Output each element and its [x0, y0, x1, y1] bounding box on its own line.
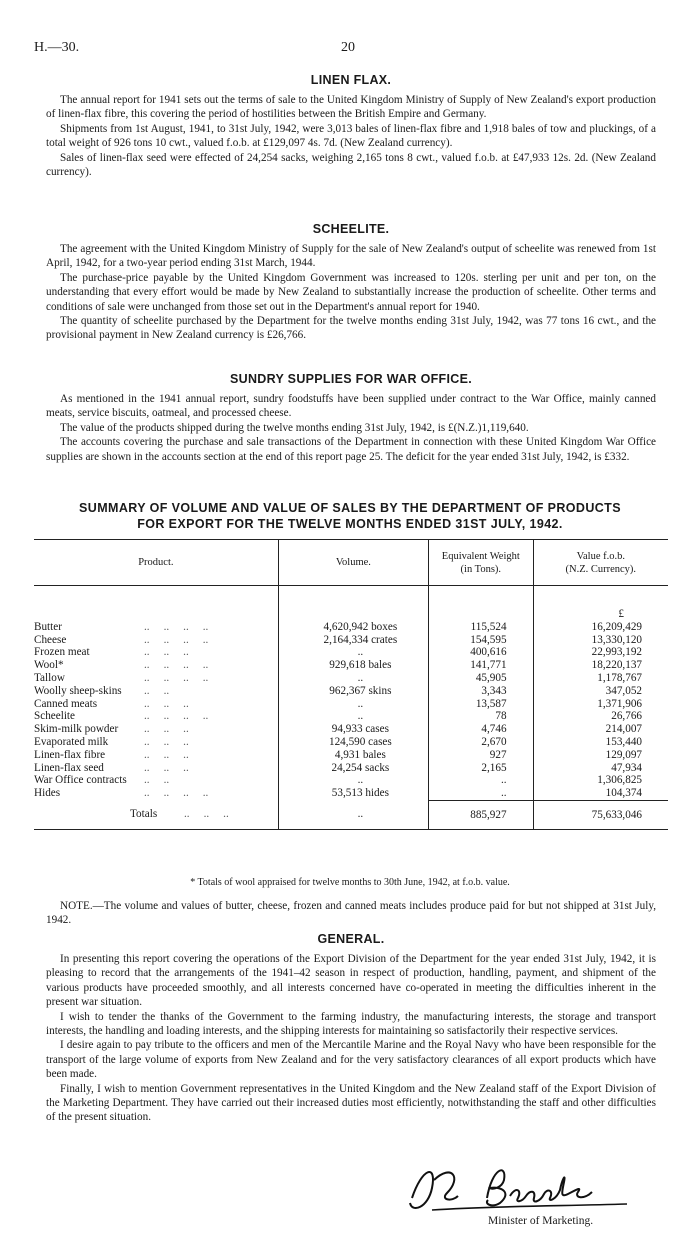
page-number: 20 — [341, 40, 355, 55]
leader-dots: .. .. .. — [144, 697, 189, 710]
table-row — [34, 762, 668, 775]
value-cell: 1,178,767 — [533, 672, 668, 685]
volume-cell: 929,618 bales — [278, 659, 428, 672]
product-cell — [34, 634, 278, 647]
product-cell — [34, 749, 278, 762]
table-row — [34, 774, 668, 787]
value-cell: 1,371,906 — [533, 698, 668, 711]
product-name: Cheese — [34, 633, 67, 646]
leader-dots: .. .. .. .. — [144, 710, 209, 723]
weight-cell: .. — [429, 787, 534, 800]
weight-cell: 3,343 — [429, 685, 534, 698]
value-cell: 18,220,137 — [533, 659, 668, 672]
value-cell: 153,440 — [533, 736, 668, 749]
table-row — [34, 749, 668, 762]
value-header-line1: Value f.o.b. — [576, 550, 625, 562]
leader-dots: .. .. .. — [184, 808, 229, 821]
value-cell: 16,209,429 — [533, 621, 668, 634]
volume-cell: 4,931 bales — [278, 749, 428, 762]
table-row — [34, 787, 668, 800]
table-footnote: * Totals of wool appraised for twelve months to 30th June, 1942, at f.o.b. value. — [190, 877, 510, 888]
handwritten-signature — [392, 1158, 632, 1218]
volume-cell: 53,513 hides — [278, 787, 428, 800]
volume-cell: 94,933 cases — [278, 723, 428, 736]
paragraph: The accounts covering the purchase and sale transactions of the Department in connection with these United Kingdom War Office supplies are shown in the accounts section at the end of this report page 25. The deficit for the year ended 31st July, 1942, is £332. — [46, 436, 656, 463]
product-name: Canned meats — [34, 697, 98, 710]
product-cell — [34, 710, 278, 723]
section-sundry-supplies — [46, 372, 656, 464]
note-text: NOTE.—The volume and values of butter, cheese, frozen and canned meats includes produce paid for but not shipped at 31st July, 1942. — [46, 900, 656, 927]
totals-label-cell — [34, 800, 278, 829]
spacer-row — [34, 586, 668, 609]
volume-cell: .. — [278, 698, 428, 711]
leader-dots: .. .. — [144, 774, 170, 787]
table-row — [34, 736, 668, 749]
column-header-volume: Volume. — [278, 540, 428, 586]
product-name: Hides — [34, 787, 61, 800]
weight-cell: 927 — [429, 749, 534, 762]
weight-cell: 115,524 — [429, 621, 534, 634]
leader-dots: .. .. .. — [144, 761, 189, 774]
currency-row — [34, 608, 668, 621]
column-header-value — [533, 540, 668, 586]
column-header-product: Product. — [34, 540, 278, 586]
document-reference: H.—30. — [34, 40, 80, 55]
volume-cell: 124,590 cases — [278, 736, 428, 749]
product-cell — [34, 621, 278, 634]
leader-dots: .. .. .. — [144, 735, 189, 748]
section-heading: GENERAL. — [317, 932, 385, 946]
weight-cell: 78 — [429, 710, 534, 723]
paragraph: In presenting this report covering the operations of the Export Division of the Department for the year ended 31st July, 1942, it is pleasing to record that the arrangements of the 1941–42 season in respect of production, handling, payment, and shipment of the various products have proceeded smoothly, and all interests concerned have co-operated in meeting the difficulties inherent in the present war situation. — [46, 953, 656, 1009]
volume-cell: .. — [278, 710, 428, 723]
paragraph: Shipments from 1st August, 1941, to 31st July, 1942, were 3,013 bales of linen-flax fibre and 1,918 bales of tow and pluckings, of a total weight of 926 tons 10 cwt., valued f.o.b. at £129,097 4s. 7d. (New Zealand currency). — [46, 122, 656, 150]
value-cell: 22,993,192 — [533, 646, 668, 659]
weight-cell: 141,771 — [429, 659, 534, 672]
product-name: Skim-milk powder — [34, 723, 119, 736]
totals-value: 75,633,046 — [533, 800, 668, 829]
section-scheelite — [46, 222, 656, 343]
weight-cell: 13,587 — [429, 698, 534, 711]
table-row — [34, 634, 668, 647]
column-header-weight — [429, 540, 534, 586]
product-name: Woolly sheep-skins — [34, 684, 122, 697]
product-cell — [34, 698, 278, 711]
product-cell — [34, 787, 278, 800]
leader-dots: .. .. — [144, 684, 170, 697]
paragraph: The annual report for 1941 sets out the terms of sale to the United Kingdom Ministry of Supply of New Zealand's export production of linen-flax fibre, this covering the period of hostilities between the British Empire and Germany. — [46, 94, 656, 121]
product-name: Linen-flax seed — [34, 761, 104, 774]
paragraph: The agreement with the United Kingdom Ministry of Supply for the sale of New Zealand's output of scheelite was renewed from 1st April, 1942, for a two-year period ending 31st March, 1944. — [46, 243, 656, 270]
summary-title — [30, 500, 670, 532]
product-name: Linen-flax fibre — [34, 748, 106, 761]
product-cell — [34, 646, 278, 659]
section-heading: SCHEELITE. — [312, 222, 390, 236]
product-name: Scheelite — [34, 710, 76, 723]
weight-header-line2: (in Tons). — [460, 563, 502, 575]
paragraph: As mentioned in the 1941 annual report, sundry foodstuffs have been supplied under contract to the War Office, mainly canned meats, service biscuits, oatmeal, and processed cheese. — [46, 393, 656, 420]
value-cell: 26,766 — [533, 710, 668, 723]
product-name: Tallow — [34, 671, 65, 684]
product-cell — [34, 774, 278, 787]
weight-cell: 2,670 — [429, 736, 534, 749]
leader-dots: .. .. .. .. — [144, 659, 209, 672]
table-body — [34, 586, 668, 830]
product-cell — [34, 659, 278, 672]
leader-dots: .. .. .. .. — [144, 787, 209, 800]
table-row — [34, 723, 668, 736]
paragraph: I desire again to pay tribute to the officers and men of the Mercantile Marine and the Royal Navy who have been responsible for the transport of the large volume of exports from New Zealand and for the very satisfactory clearances of all export products which have been made. — [46, 1039, 656, 1081]
leader-dots: .. .. .. — [144, 723, 189, 736]
volume-cell: .. — [278, 672, 428, 685]
value-cell: 47,934 — [533, 762, 668, 775]
table-row — [34, 710, 668, 723]
weight-cell: 154,595 — [429, 634, 534, 647]
volume-cell: .. — [278, 774, 428, 787]
leader-dots: .. .. .. — [144, 646, 189, 659]
product-cell — [34, 723, 278, 736]
product-name: Frozen meat — [34, 646, 90, 659]
paragraph: The quantity of scheelite purchased by the Department for the twelve months ending 31st July, 1942, was 77 tons 16 cwt., and the provisional payment in New Zealand currency is £26,766. — [46, 315, 656, 342]
product-cell — [34, 762, 278, 775]
table-row — [34, 659, 668, 672]
section-heading: LINEN FLAX. — [310, 73, 392, 87]
totals-label: Totals — [130, 808, 158, 821]
product-cell — [34, 685, 278, 698]
product-name: Wool* — [34, 659, 64, 672]
signatory-title: Minister of Marketing. — [488, 1215, 594, 1227]
value-cell: 129,097 — [533, 749, 668, 762]
volume-cell: 2,164,334 crates — [278, 634, 428, 647]
value-cell: 1,306,825 — [533, 774, 668, 787]
totals-row — [34, 800, 668, 829]
paragraph: Sales of linen-flax seed were effected of 24,254 sacks, weighing 2,165 tons 8 cwt., valued f.o.b. at £47,933 12s. 2d. (New Zealand currency). — [46, 151, 656, 179]
weight-cell: 2,165 — [429, 762, 534, 775]
weight-cell: 45,905 — [429, 672, 534, 685]
weight-cell: 4,746 — [429, 723, 534, 736]
paragraph: Finally, I wish to mention Government representatives in the United Kingdom and the New Zealand staff of the Export Division of the Marketing Department. They have carried out their increased duties most efficiently, notwithstanding the staff and other difficulties of the present situation. — [46, 1082, 656, 1124]
value-header-line2: (N.Z. Currency). — [565, 563, 637, 575]
table-row — [34, 672, 668, 685]
product-cell — [34, 672, 278, 685]
weight-cell: .. — [429, 774, 534, 787]
value-cell: 104,374 — [533, 787, 668, 800]
totals-weight: 885,927 — [429, 800, 534, 829]
paragraph: I wish to tender the thanks of the Government to the farming industry, the manufacturing interests, the storage and transport interests, the handling and loading interests, and the shipping interests for maintaining so satisfactorily their respective services. — [46, 1010, 656, 1038]
section-linen-flax — [46, 73, 656, 179]
table-row — [34, 621, 668, 634]
volume-cell: 962,367 skins — [278, 685, 428, 698]
product-name: Butter — [34, 620, 62, 633]
weight-cell: 400,616 — [429, 646, 534, 659]
summary-title-line2: FOR EXPORT FOR THE TWELVE MONTHS ENDED 31ST JULY, 1942. — [137, 517, 563, 531]
product-cell — [34, 736, 278, 749]
table-row — [34, 646, 668, 659]
product-name: War Office contracts — [34, 774, 127, 787]
weight-header-line1: Equivalent Weight — [441, 550, 520, 562]
paragraph: The purchase-price payable by the United Kingdom Government was increased to 120s. sterling per unit and per ton, on the understanding that every effort would be made by New Zealand to substantially increase the production of scheelite. Other terms and conditions of sale were unchanged from those set out in the Department's annual report for 1940. — [46, 271, 656, 313]
table-note — [46, 899, 656, 928]
value-cell: 214,007 — [533, 723, 668, 736]
leader-dots: .. .. .. .. — [144, 620, 209, 633]
totals-volume: .. — [278, 800, 428, 829]
leader-dots: .. .. .. — [144, 748, 189, 761]
value-cell: 347,052 — [533, 685, 668, 698]
summary-title-line1: SUMMARY OF VOLUME AND VALUE OF SALES BY THE DEPARTMENT OF PRODUCTS — [79, 501, 621, 515]
section-heading: SUNDRY SUPPLIES FOR WAR OFFICE. — [230, 372, 472, 386]
value-cell: 13,330,120 — [533, 634, 668, 647]
product-name: Evaporated milk — [34, 735, 109, 748]
table-row — [34, 685, 668, 698]
volume-cell: 24,254 sacks — [278, 762, 428, 775]
table-row — [34, 698, 668, 711]
table-header-row — [34, 540, 668, 586]
leader-dots: .. .. .. .. — [144, 671, 209, 684]
currency-symbol: £ — [533, 608, 668, 621]
volume-cell: 4,620,942 boxes — [278, 621, 428, 634]
volume-cell: .. — [278, 646, 428, 659]
leader-dots: .. .. .. .. — [144, 633, 209, 646]
section-general — [46, 932, 656, 1125]
paragraph: The value of the products shipped during the twelve months ending 31st July, 1942, is £(N.Z.)1,119,640. — [60, 421, 529, 434]
summary-table — [34, 539, 668, 830]
